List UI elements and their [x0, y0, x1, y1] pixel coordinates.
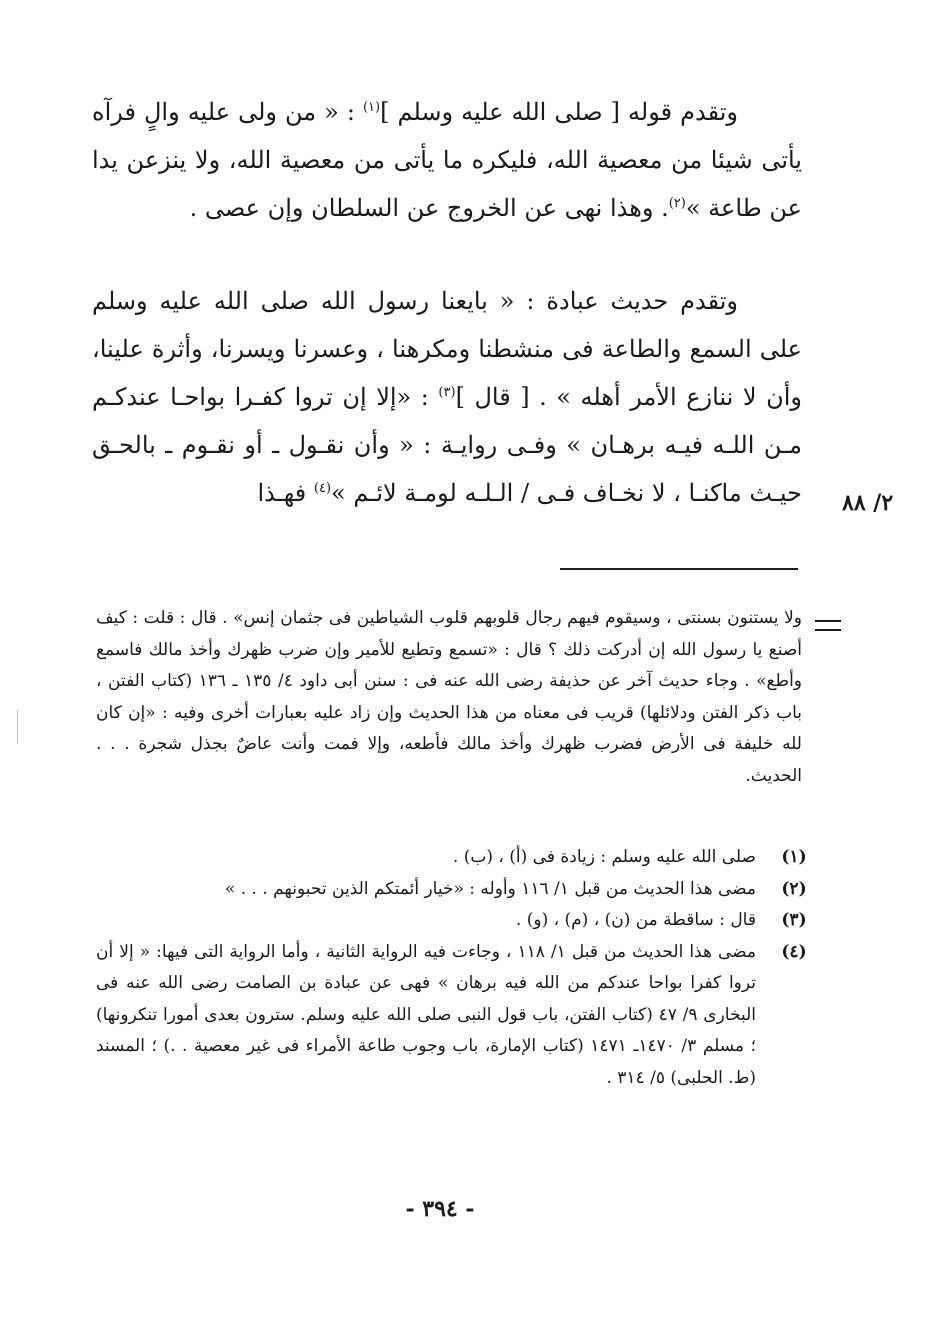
footnote-ref-3: (٣) — [438, 385, 456, 400]
footnote-continuation-mark — [815, 620, 841, 631]
footnote-text: مضى هذا الحديث من قبل ١/ ١١٨ ، وجاءت فيه الرواية الثانية ، وأما الرواية التى فيها: « إلا أن تروا كفرا بواحا عندكم من الله فيه برهان » فهى عن عبادة بن الصامت رضى الله عنه فى البخارى ٩/ ٤٧ (كتاب الفتن، باب قول النبى صلى الله عليه وسلم. سترون بعدى أمورا تنكرونها) ؛ مسلم ٣/ ١٤٧٠ـ ١٤٧١ (كتاب الإمارة، باب وجوب طاعة الأمراء فى غير معصية . .) ؛ المسند (ط. الحلبى) ٥/ ٣١٤ . — [96, 941, 756, 1088]
page-number: - ٣٩٤ - — [405, 1196, 475, 1222]
footnote-2 — [96, 874, 814, 906]
footnote-ref-2: (٢) — [668, 196, 686, 211]
main-paragraph-1: وتقدم قوله [ صلى الله عليه وسلم ]$^{(١)}$ : « من ولى عليه والٍ فرآه يأتى شيئا من معصية الله، فليكره ما يأتى من معصية الله، ولا ينزعن يدا عن طاعة »$^{(٢)}$. وهذا نهى عن الخروج عن السلطان وإن عصى . — [92, 98, 802, 222]
scan-artifact — [17, 710, 18, 744]
footnote-text: قال : ساقطة من (ن) ، (م) ، (و) . — [515, 910, 756, 930]
footnote-text: صلى الله عليه وسلم : زيادة فى (أ) ، (ب) . — [452, 847, 756, 867]
margin-manuscript-reference: ٢/ ٨٨ — [842, 490, 894, 516]
footnote-ref-1: (١) — [362, 100, 381, 115]
footnote-1 — [96, 842, 814, 874]
footnotes-list — [96, 842, 814, 1094]
footnote-3 — [96, 905, 814, 937]
footnote-ref-4: (٤) — [313, 481, 332, 496]
footnote-number: (٣) — [781, 910, 807, 930]
footnote-number: (٤) — [781, 941, 807, 962]
footnote-separator — [560, 568, 798, 570]
footnote-number: (٢) — [781, 878, 807, 899]
footnote-number: (١) — [781, 847, 807, 867]
main-paragraph-2: وتقدم حديث عبادة : « بايعنا رسول الله صلى الله عليه وسلم على السمع والطاعة فى منشطنا ومكرهنا ، وعسرنا ويسرنا، وأثرة علينا، وأن لا ننازع الأمر أهله » . [ قال ]$^{(٣)}$ : «إلا إن تروا كفـرا بواحـا عندكـم مـن اللـه فيـه برهـان » وفـى روايـة : « وأن نقـول ـ أو نقـوم ـ بالحـق حيـث ماكنـا ، لا نخـاف فـى / الـلـه لومـة لائـم »$^{(٤)}$ فهـذا — [92, 287, 802, 507]
footnote-4 — [96, 937, 814, 1095]
footnote-text: مضى هذا الحديث من قبل ١/ ١١٦ وأوله : «خيار أئمتكم الذين تحبونهم . . . » — [224, 878, 756, 899]
footnote-continuation-text: ولا يستنون بسنتى ، وسيقوم فيهم رجال قلوبهم قلوب الشياطين فى جثمان إنس» . قال : قلت : كيف أصنع يا رسول الله إن أدركت ذلك ؟ قال : «تسمع وتطيع للأمير وإن ضرب ظهرك وأخذ مالك فاسمع وأطع» . وجاء حديث آخر عن حذيفة رضى الله عنه فى : سنن أبى داود ٤/ ١٣٥ ـ ١٣٦ (كتاب الفتن ، باب ذكر الفتن ودلائلها) قريب فى معناه من هذا الحديث وإن زاد عليه بعبارات أخرى وفيه : «إن كان لله خليفة فى الأرض فضرب ظهرك وأخذ مالك فأطعه، وإلا فمت وأنت عاضٌ بجذل شجرة . . . الحديث. — [96, 608, 803, 786]
